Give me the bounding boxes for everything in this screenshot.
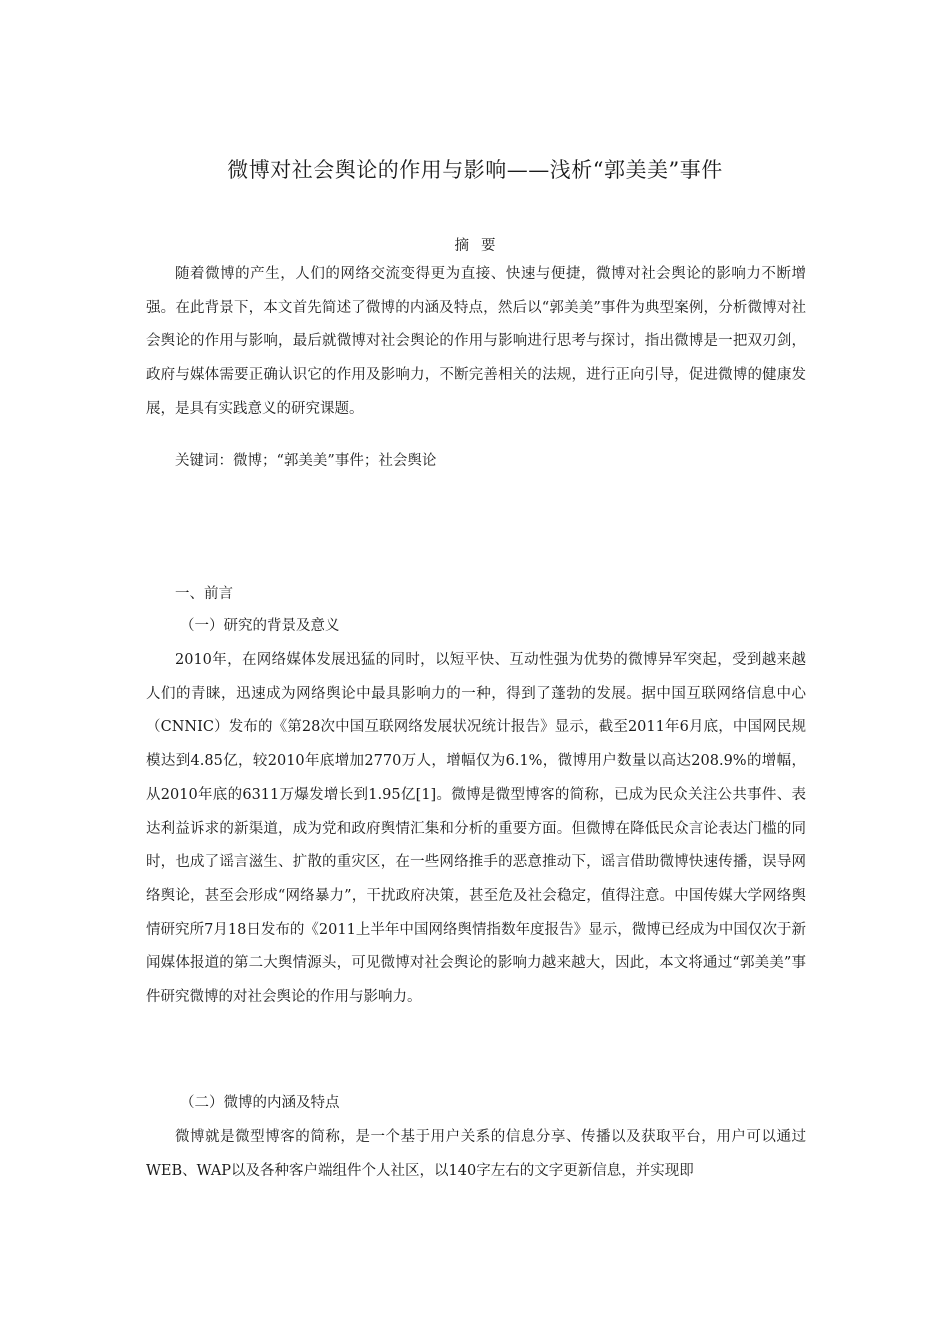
section-heading-preface: 一、前言 <box>175 586 233 602</box>
subsection-heading-features: （二）微博的内涵及特点 <box>180 1095 340 1111</box>
keywords-line: 关键词：微博；“郭美美”事件；社会舆论 <box>175 453 437 469</box>
document-title: 微博对社会舆论的作用与影响——浅析“郭美美”事件 <box>227 158 723 182</box>
background-paragraph: 2010年，在网络媒体发展迅猛的同时，以短平快、互动性强为优势的微博异军突起，受到越来越人们的青睐，迅速成为网络舆论中最具影响力的一种，得到了蓬勃的发展。据中国互联网络信息中心（CNNIC）发布的《第28次中国互联网络发展状况统计报告》显示，截至2011年6月底，中国网民规模达到4.85亿，较2010年底增加2770万人，增幅仅为6.1%，微博用户数量以高达208.9%的增幅，从2010年底的6311万爆发增长到1.95亿[1]。微博是微型博客的简称，已成为民众关注公共事件、表达利益诉求的新渠道，成为党和政府舆情汇集和分析的重要方面。但微博在降低民众言论表达门槛的同时，也成了谣言滋生、扩散的重灾区，在一些网络推手的恶意推动下，谣言借助微博快速传播，误导网络舆论，甚至会形成“网络暴力”，干扰政府决策，甚至危及社会稳定，值得注意。中国传媒大学网络舆情研究所7月18日发布的《2011上半年中国网络舆情指数年度报告》显示，微博已经成为中国仅次于新闻媒体报道的第二大舆情源头，可见微博对社会舆论的影响力越来越大，因此，本文将通过“郭美美”事件研究微博的对社会舆论的作用与影响力。 <box>146 652 806 1006</box>
abstract-heading: 摘要 <box>454 238 508 254</box>
abstract-paragraph: 随着微博的产生，人们的网络交流变得更为直接、快速与便捷，微博对社会舆论的影响力不断增强。在此背景下，本文首先简述了微博的内涵及特点，然后以“郭美美”事件为典型案例，分析微博对社会舆论的作用与影响，最后就微博对社会舆论的作用与影响进行思考与探讨，指出微博是一把双刃剑，政府与媒体需要正确认识它的作用及影响力，不断完善相关的法规，进行正向引导，促进微博的健康发展，是具有实践意义的研究课题。 <box>146 266 806 417</box>
features-paragraph: 微博就是微型博客的简称，是一个基于用户关系的信息分享、传播以及获取平台，用户可以通过WEB、WAP以及各种客户端组件个人社区，以140字左右的文字更新信息，并实现即 <box>146 1129 806 1179</box>
subsection-heading-background: （一）研究的背景及意义 <box>180 618 340 634</box>
